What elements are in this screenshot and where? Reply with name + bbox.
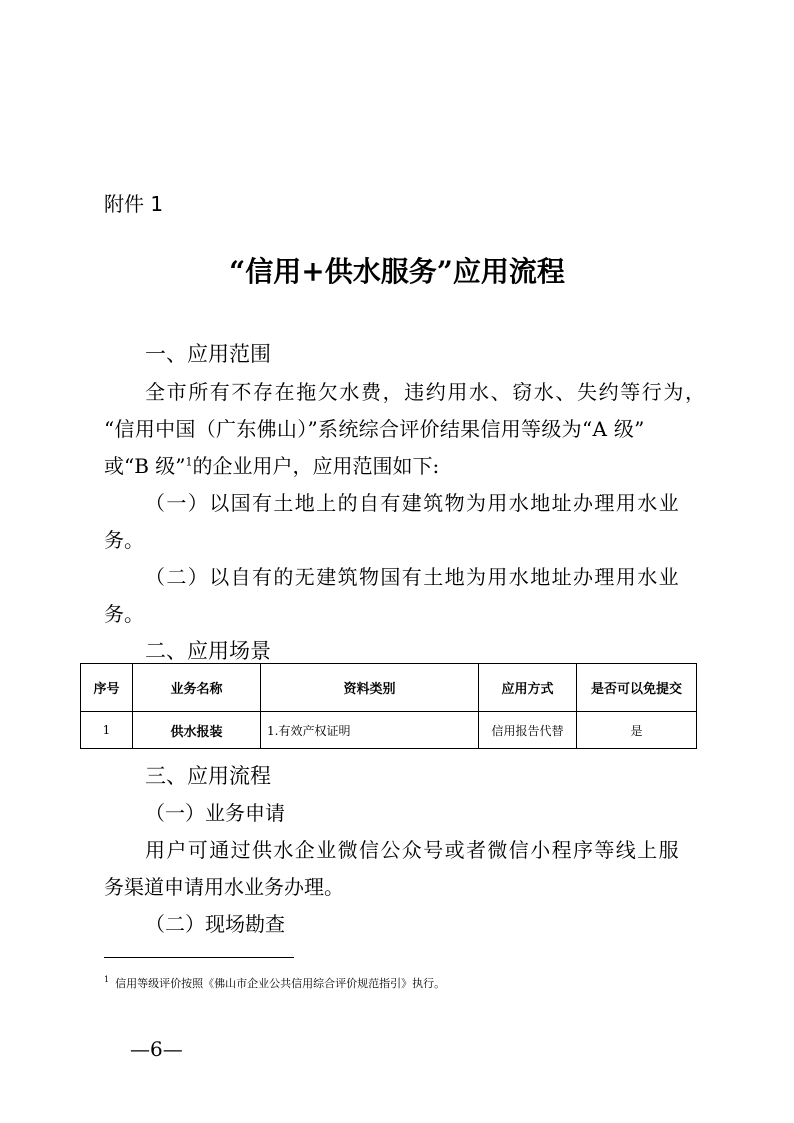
scope-intro-line-1: 全市所有不存在拖欠水费，违约用水、窃水、失约等行为，	[145, 380, 707, 404]
process-application-line-2: 务渠道申请用水业务办理。	[104, 875, 344, 899]
application-scenarios-table	[80, 663, 697, 749]
cell-business-name: 供水报装	[133, 712, 261, 749]
header-business-name: 业务名称	[133, 664, 261, 712]
footnote	[104, 975, 445, 991]
scope-item-2-line-2: 务。	[104, 602, 144, 626]
cell-exemption: 是	[577, 712, 697, 749]
page-number: —6—	[130, 1037, 183, 1061]
header-application-method: 应用方式	[479, 664, 577, 712]
attachment-label: 附件 1	[104, 192, 164, 216]
footnote-reference[interactable]: 1	[185, 455, 193, 469]
table-header-row	[81, 664, 697, 712]
footnote-mark: 1	[104, 975, 110, 985]
cell-document-category: 1.有效产权证明	[261, 712, 479, 749]
cell-application-method: 信用报告代替	[479, 712, 577, 749]
section-heading-scenarios: 二、应用场景	[145, 639, 271, 663]
section-heading-scope: 一、应用范围	[145, 342, 271, 366]
scope-item-2-line-1: （二）以自有的无建筑物国有土地为用水地址办理用水业	[145, 565, 680, 589]
header-index: 序号	[81, 664, 133, 712]
footnote-divider	[104, 957, 294, 958]
table-row	[81, 712, 697, 749]
scope-intro-line-3	[104, 450, 439, 479]
footnote-text: 信用等级评价按照《佛山市企业公共信用综合评价规范指引》执行。	[115, 977, 446, 990]
process-sub-heading-survey: （二）现场勘查	[145, 912, 285, 936]
scope-item-1-line-1: （一）以国有土地上的自有建筑物为用水地址办理用水业	[145, 491, 680, 515]
process-sub-heading-application: （一）业务申请	[145, 801, 285, 825]
header-exemption: 是否可以免提交	[577, 664, 697, 712]
scope-intro-line-2: “信用中国（广东佛山）”系统综合评价结果信用等级为“A 级”	[104, 417, 645, 441]
scope-intro-line-3-pre: 或“B 级”	[104, 454, 186, 478]
scope-intro-line-3-post: 的企业用户，应用范围如下:	[192, 454, 440, 478]
header-document-category: 资料类别	[261, 664, 479, 712]
document-title: “信用+供水服务”应用流程	[229, 255, 565, 288]
cell-index: 1	[81, 712, 133, 749]
scope-item-1-line-2: 务。	[104, 528, 144, 552]
process-application-line-1: 用户可通过供水企业微信公众号或者微信小程序等线上服	[145, 838, 680, 862]
section-heading-process: 三、应用流程	[145, 764, 271, 788]
